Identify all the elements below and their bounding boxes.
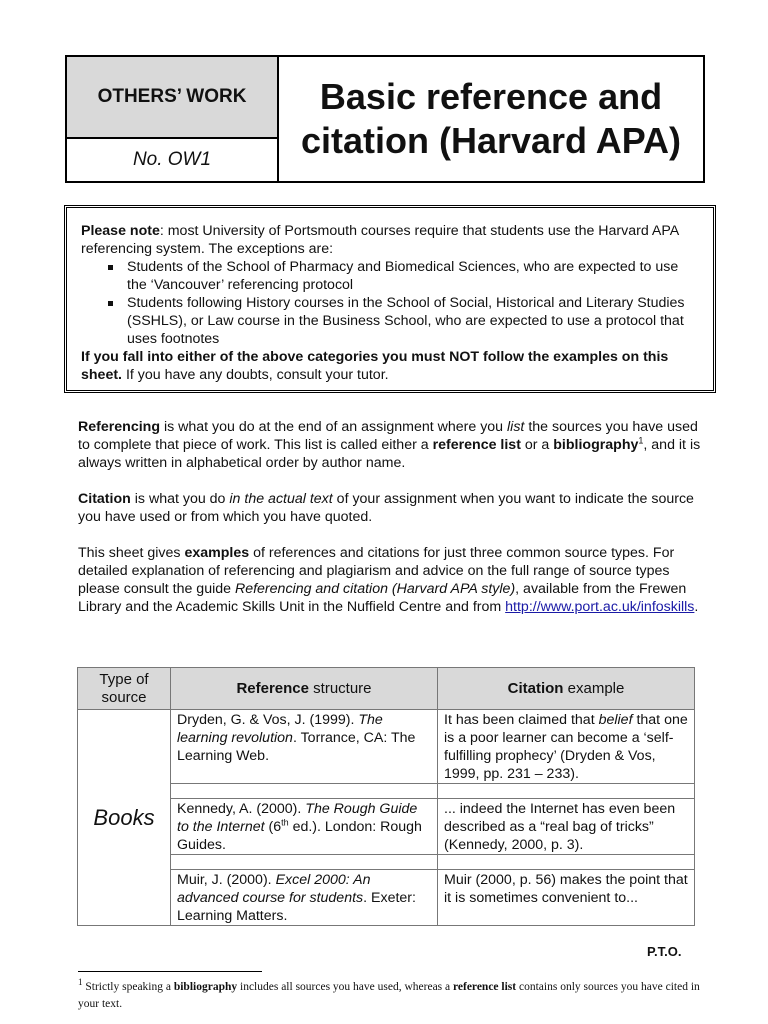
cit-text: that one is a poor learner can become a ‘self-fulfilling prophecy’ (Dryden & Vos, 1999, pp. 231 – 233). [444, 712, 688, 782]
text-run: is what you do at the end of an assignment where you [160, 419, 508, 435]
spacer-row [78, 784, 695, 799]
guide-title: Referencing and citation (Harvard APA style) [234, 581, 516, 597]
title-line-2: citation (Harvard APA) [300, 120, 682, 161]
ref-author: Dryden, G. & Vos, J. (1999). [177, 712, 359, 728]
pto-label: P.T.O. [647, 944, 682, 959]
header-citation-bold: Citation [507, 680, 564, 697]
reference-cell [171, 799, 438, 855]
term-reference-list: reference list [432, 437, 521, 453]
note-box [64, 205, 716, 393]
spacer-cell [438, 855, 695, 870]
text-run: of your assignment when you want to indicate the source you have used or from which you have quoted. [78, 491, 694, 525]
text-run: , and it is always written in alphabetical order by author name. [78, 437, 701, 471]
term-examples: examples [184, 545, 250, 561]
text-run: This sheet gives [78, 545, 185, 561]
term-bibliography: bibliography [173, 981, 238, 993]
note-warning [81, 348, 699, 384]
spacer-row [78, 855, 695, 870]
table-header-row [78, 668, 695, 710]
footnote-divider [78, 971, 262, 972]
term-reference-list: reference list [453, 981, 517, 993]
citation-paragraph [78, 490, 708, 526]
citation-cell: ... indeed the Internet has even been described as a “real bag of tricks” (Kennedy, 2000, p. 3). [438, 799, 695, 855]
ref-author: Kennedy, A. (2000). [177, 801, 306, 817]
reference-table [77, 667, 695, 926]
footnote-marker[interactable]: 1 [638, 435, 644, 446]
term-referencing: Referencing [78, 419, 160, 435]
ref-author: Muir, J. (2000). [177, 872, 276, 888]
note-intro [81, 222, 699, 258]
spacer-cell [171, 784, 438, 799]
reference-cell [171, 710, 438, 784]
header-reference-bold: Reference [236, 680, 309, 697]
spacer-cell [438, 784, 695, 799]
header-left-panel [67, 57, 279, 181]
text-run: . [694, 599, 699, 615]
header-type: Type of source [78, 668, 171, 710]
list-item: Students of the School of Pharmacy and Biomedical Sciences, who are expected to use the ‘Vancouver’ referencing protocol [127, 258, 699, 294]
italic-run: in the actual text [229, 491, 333, 507]
series-label: OTHERS’ WORK [67, 57, 277, 139]
italic-run: list [507, 419, 525, 435]
warning-bold: If you fall into either of the above categories you must NOT follow the examples on this sheet. [81, 349, 669, 383]
infoskills-link[interactable]: http://www.port.ac.uk/infoskills [505, 599, 695, 615]
footnote-number: 1 [78, 977, 83, 988]
body-text [78, 418, 708, 634]
header-reference-rest: structure [309, 680, 372, 697]
page-title [279, 57, 703, 181]
text-run: is what you do [130, 491, 230, 507]
header-citation-rest: example [563, 680, 625, 697]
ref-title: The learning revolution [177, 712, 383, 746]
sheet-paragraph [78, 544, 708, 616]
reference-cell [171, 870, 438, 926]
title-line-1: Basic reference and [319, 76, 663, 117]
footnote [78, 979, 700, 1013]
text-run: the sources you have used to complete that piece of work. This list is called either a [78, 419, 698, 453]
ref-publisher: . Torrance, CA: The Learning Web. [177, 730, 416, 764]
referencing-paragraph [78, 418, 708, 472]
header-box [65, 55, 705, 183]
header-reference [171, 668, 438, 710]
header-citation [438, 668, 695, 710]
ref-publisher: ed.). London: Rough Guides. [177, 819, 422, 853]
type-books: Books [78, 710, 171, 926]
text-run: of references and citations for just three common source types. For detailed explanation of referencing and plagiarism and advice on the full range of source types please consult the guide [78, 545, 675, 597]
warning-text: If you have any doubts, consult your tutor. [122, 367, 389, 383]
cit-italic: belief [598, 712, 633, 728]
ref-title: Excel 2000: An advanced course for students [177, 872, 371, 906]
ref-title: The Rough Guide to the Internet [177, 801, 418, 835]
note-lead-text: : most University of Portsmouth courses require that students use the Harvard APA referencing system. The exceptions are: [81, 223, 679, 257]
sheet-number: No. OW1 [132, 149, 212, 170]
text-run: , available from the Frewen Library and the Academic Skills Unit in the Nuffield Centre and from [78, 581, 687, 615]
list-item: Students following History courses in the School of Social, Historical and Literary Studies (SSHLS), or Law course in the Business School, who are expected to use a protocol that uses footnotes [127, 294, 699, 348]
citation-cell [438, 710, 695, 784]
table-row [78, 870, 695, 926]
table-row [78, 799, 695, 855]
spacer-cell [171, 855, 438, 870]
cit-text: It has been claimed that [444, 712, 599, 728]
term-citation: Citation [78, 491, 131, 507]
text-run: contains only sources you have cited in your text. [78, 981, 700, 1010]
citation-cell: Muir (2000, p. 56) makes the point that it is sometimes convenient to... [438, 870, 695, 926]
term-bibliography: bibliography [553, 437, 639, 453]
text-run: includes all sources you have used, whereas a [237, 981, 453, 993]
text-run: Strictly speaking a [82, 981, 174, 993]
table-row [78, 710, 695, 784]
ref-edition-sup: th [281, 817, 289, 828]
ref-publisher: . Exeter: Learning Matters. [177, 890, 416, 924]
exceptions-list [81, 258, 699, 348]
note-lead: Please note [81, 223, 160, 239]
text-run: or a [520, 437, 554, 453]
ref-edition: (6 [264, 819, 282, 835]
